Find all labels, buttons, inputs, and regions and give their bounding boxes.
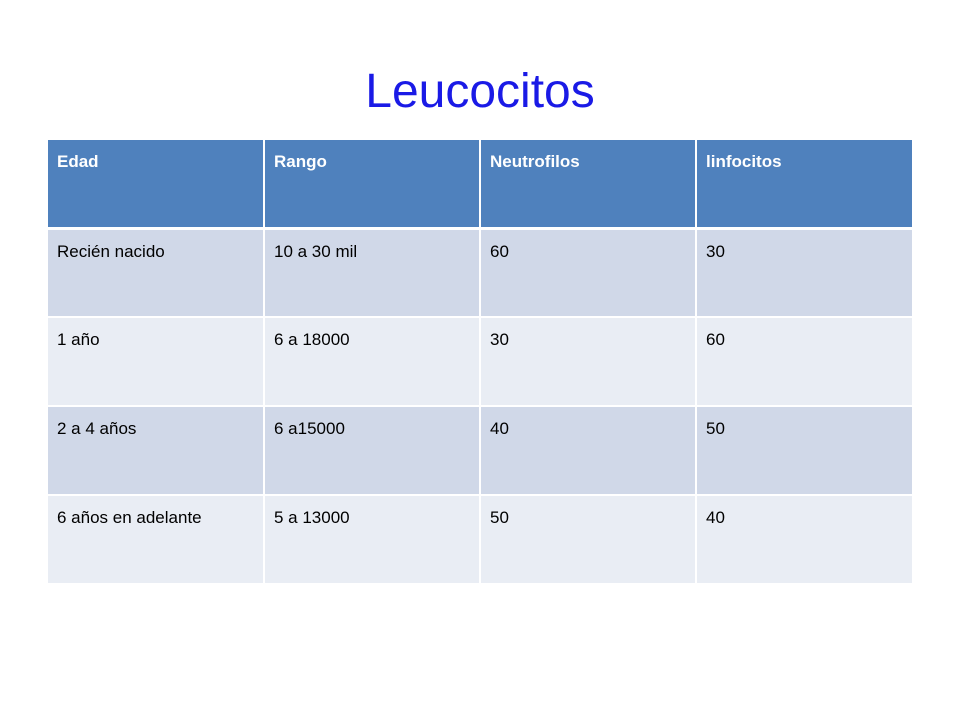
leucocitos-table	[48, 140, 912, 585]
table-row	[48, 317, 912, 406]
cell-rango: 6 a15000	[264, 406, 480, 495]
header-linfocitos: linfocitos	[696, 140, 912, 228]
cell-edad: Recién nacido	[48, 228, 264, 317]
cell-linfocitos: 30	[696, 228, 912, 317]
table-row	[48, 406, 912, 495]
cell-rango: 6 a 18000	[264, 317, 480, 406]
cell-neutrofilos: 40	[480, 406, 696, 495]
cell-rango: 5 a 13000	[264, 495, 480, 584]
slide-title: Leucocitos	[365, 65, 595, 118]
cell-neutrofilos: 60	[480, 228, 696, 317]
table-header-row	[48, 140, 912, 228]
cell-linfocitos: 60	[696, 317, 912, 406]
cell-edad: 6 años en adelante	[48, 495, 264, 584]
cell-edad: 2 a 4 años	[48, 406, 264, 495]
cell-linfocitos: 50	[696, 406, 912, 495]
cell-neutrofilos: 30	[480, 317, 696, 406]
cell-neutrofilos: 50	[480, 495, 696, 584]
table-row	[48, 495, 912, 584]
header-neutrofilos: Neutrofilos	[480, 140, 696, 228]
header-edad: Edad	[48, 140, 264, 228]
header-rango: Rango	[264, 140, 480, 228]
table-row	[48, 228, 912, 317]
cell-linfocitos: 40	[696, 495, 912, 584]
cell-rango: 10 a 30 mil	[264, 228, 480, 317]
cell-edad: 1 año	[48, 317, 264, 406]
